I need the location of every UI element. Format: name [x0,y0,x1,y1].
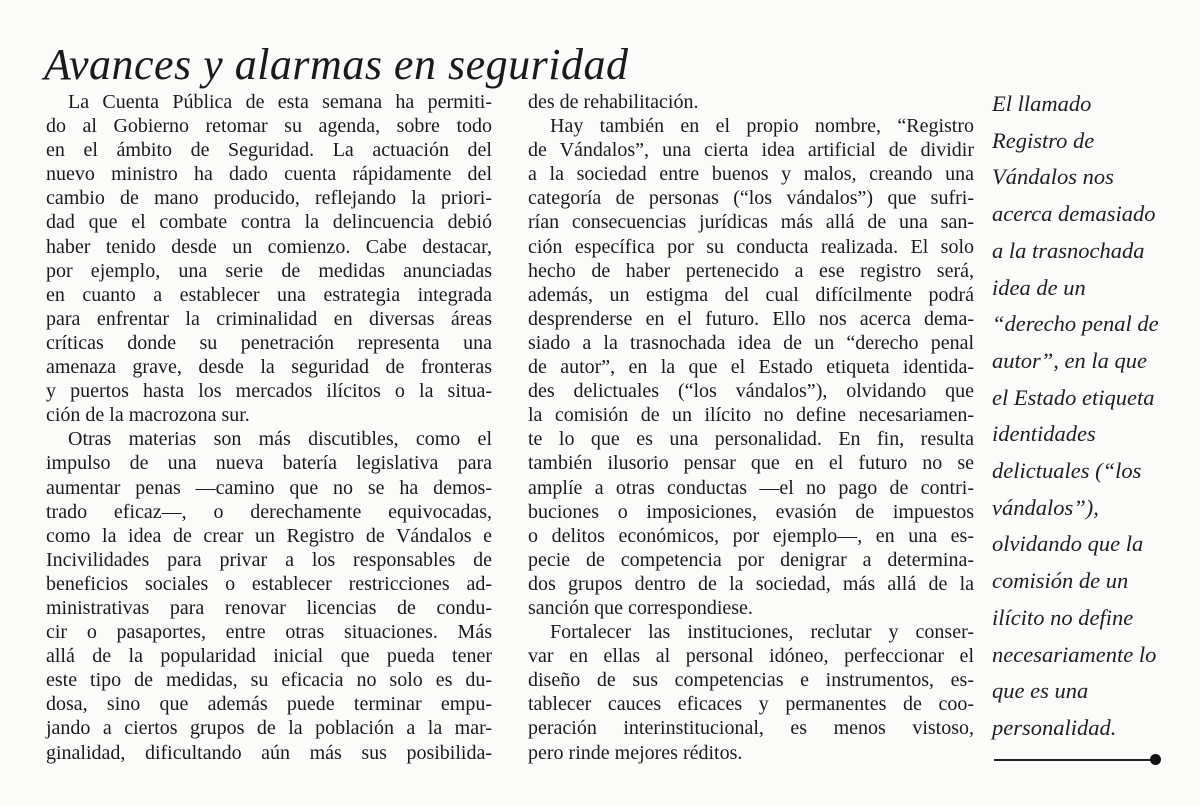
text-line: peración interinstitucional, es menos vistoso, [528,717,974,740]
pull-quote-line: a la trasnochada [992,237,1145,263]
article-column-1 [46,90,492,765]
text-line: cir o pasaportes, entre otras situaciones. Más [46,621,492,644]
pull-quote-line: olvidando que la [992,531,1144,557]
text-line: sanción que correspondiese. [528,596,753,619]
pull-quote [992,86,1176,747]
text-line: var en ellas al personal idóneo, perfeccionar el [528,645,974,668]
text-line: amplíe a otras conductas —el no pago de contri- [528,476,974,499]
text-line: para enfrentar la criminalidad en diversas áreas [46,307,492,330]
text-line: Incivilidades para privar a los responsables de [46,548,492,571]
text-line: como la idea de crear un Registro de Vándalos e [46,524,492,547]
text-line: Fortalecer las instituciones, reclutar y conser- [550,621,974,644]
text-line: este tipo de medidas, su eficacia no solo es du- [46,669,492,692]
text-line: aumentar penas —camino que no se ha demos- [46,476,492,499]
pull-quote-rule [994,759,1154,761]
text-line: y puertos hasta los mercados ilícitos o la situa- [46,380,492,403]
pull-quote-line: ilícito no define [992,604,1134,630]
text-line: en el ámbito de Seguridad. La actuación del [46,139,492,162]
text-line: Hay también en el propio nombre, “Registro [550,115,974,138]
text-line: o delitos económicos, por ejemplo—, en una es- [528,524,974,547]
text-line: ginalidad, dificultando aún más sus posibilida- [46,741,492,764]
text-line: de Vándalos”, una cierta idea artificial de dividir [528,139,974,162]
text-line: jando a ciertos grupos de la población a la mar- [46,717,492,740]
text-line: cambio de mano producido, reflejando la priori- [46,187,492,210]
text-line: beneficios sociales o establecer restricciones ad- [46,572,492,595]
text-line: pero rinde mejores réditos. [528,741,743,764]
pull-quote-line: comisión de un [992,568,1129,594]
text-line: siado a la trasnochada idea de un “derecho penal [528,331,974,354]
text-line: diseño de sus competencias e instrumentos, es- [528,669,974,692]
pull-quote-line: necesariamente lo [992,641,1157,667]
text-line: desprenderse en el futuro. Ello nos acerca dema- [528,307,974,330]
text-line: por ejemplo, una serie de medidas anunciadas [46,259,492,282]
pull-quote-line: acerca demasiado [992,201,1156,227]
text-line: a la sociedad entre buenos y malos, creando una [528,163,974,186]
text-line: hecho de haber pertenecido a ese registro será, [528,259,974,282]
pull-quote-line: El llamado [992,91,1092,116]
end-dot-icon [1150,754,1161,765]
pull-quote-line: personalidad. [992,714,1117,740]
pull-quote-line: que es una [992,678,1089,704]
text-line: dos grupos dentro de la sociedad, más allá de la [528,572,974,595]
pull-quote-line: autor”, en la que [992,347,1147,373]
text-line: impulso de una nueva batería legislativa para [46,452,492,475]
text-line: ción de la macrozona sur. [46,404,250,427]
text-line: La Cuenta Pública de esta semana ha permiti- [68,91,492,113]
pull-quote-line: el Estado etiqueta [992,384,1155,410]
text-line: críticas donde su penetración representa una [46,331,492,354]
pull-quote-line: delictuales (“los [992,458,1142,484]
text-line: te lo que es una personalidad. En fin, resulta [528,428,974,451]
text-line: do al Gobierno retomar su agenda, sobre todo [46,115,492,138]
text-line: dosa, sino que además puede terminar empu- [46,693,492,716]
text-line: la comisión de un ilícito no define necesariamen- [528,404,974,427]
pull-quote-line: Registro de [992,127,1095,153]
text-line: des de rehabilitación. [528,91,699,113]
text-line: ción específica por su conducta realizada. El solo [528,235,974,258]
text-line: amenaza grave, desde la seguridad de fronteras [46,356,492,379]
text-line: trado eficaz—, o derechamente equivocadas, [46,500,492,523]
text-line: pecie de competencia por denigrar a determina- [528,548,974,571]
text-line: además, un estigma del cual difícilmente podrá [528,283,974,306]
article-column-2 [528,90,974,765]
text-line: categoría de personas (“los vándalos”) que sufri- [528,187,974,210]
text-line: ministrativas para renovar licencias de condu- [46,596,492,619]
pull-quote-line: idea de un [992,274,1086,300]
text-line: dad que el combate contra la delincuencia debió [46,211,492,234]
text-line: des delictuales (“los vándalos”), olvidando que [528,380,974,403]
text-line: en cuanto a establecer una estrategia integrada [46,283,492,306]
pull-quote-line: “derecho penal de [992,311,1159,337]
text-line: de autor”, en la que el Estado etiqueta identida- [528,356,974,379]
pull-quote-line: Vándalos nos [992,164,1114,190]
text-line: Otras materias son más discutibles, como el [68,428,492,451]
text-line: tablecer cauces eficaces y permanentes de coo- [528,693,974,716]
pull-quote-line: identidades [992,421,1096,447]
text-line: también ilusorio pensar que en el futuro no se [528,452,974,475]
text-line: haber tenido desde un comienzo. Cabe destacar, [46,235,492,258]
article-title: Avances y alarmas en seguridad [44,40,629,90]
text-line: nuevo ministro ha dado cuenta rápidamente del [46,163,492,186]
text-line: allá de la popularidad inicial que pueda tener [46,645,492,668]
text-line: rían consecuencias jurídicas más allá de una san- [528,211,974,234]
text-line: buciones o imposiciones, evasión de impuestos [528,500,974,523]
pull-quote-line: vándalos”), [992,494,1099,520]
